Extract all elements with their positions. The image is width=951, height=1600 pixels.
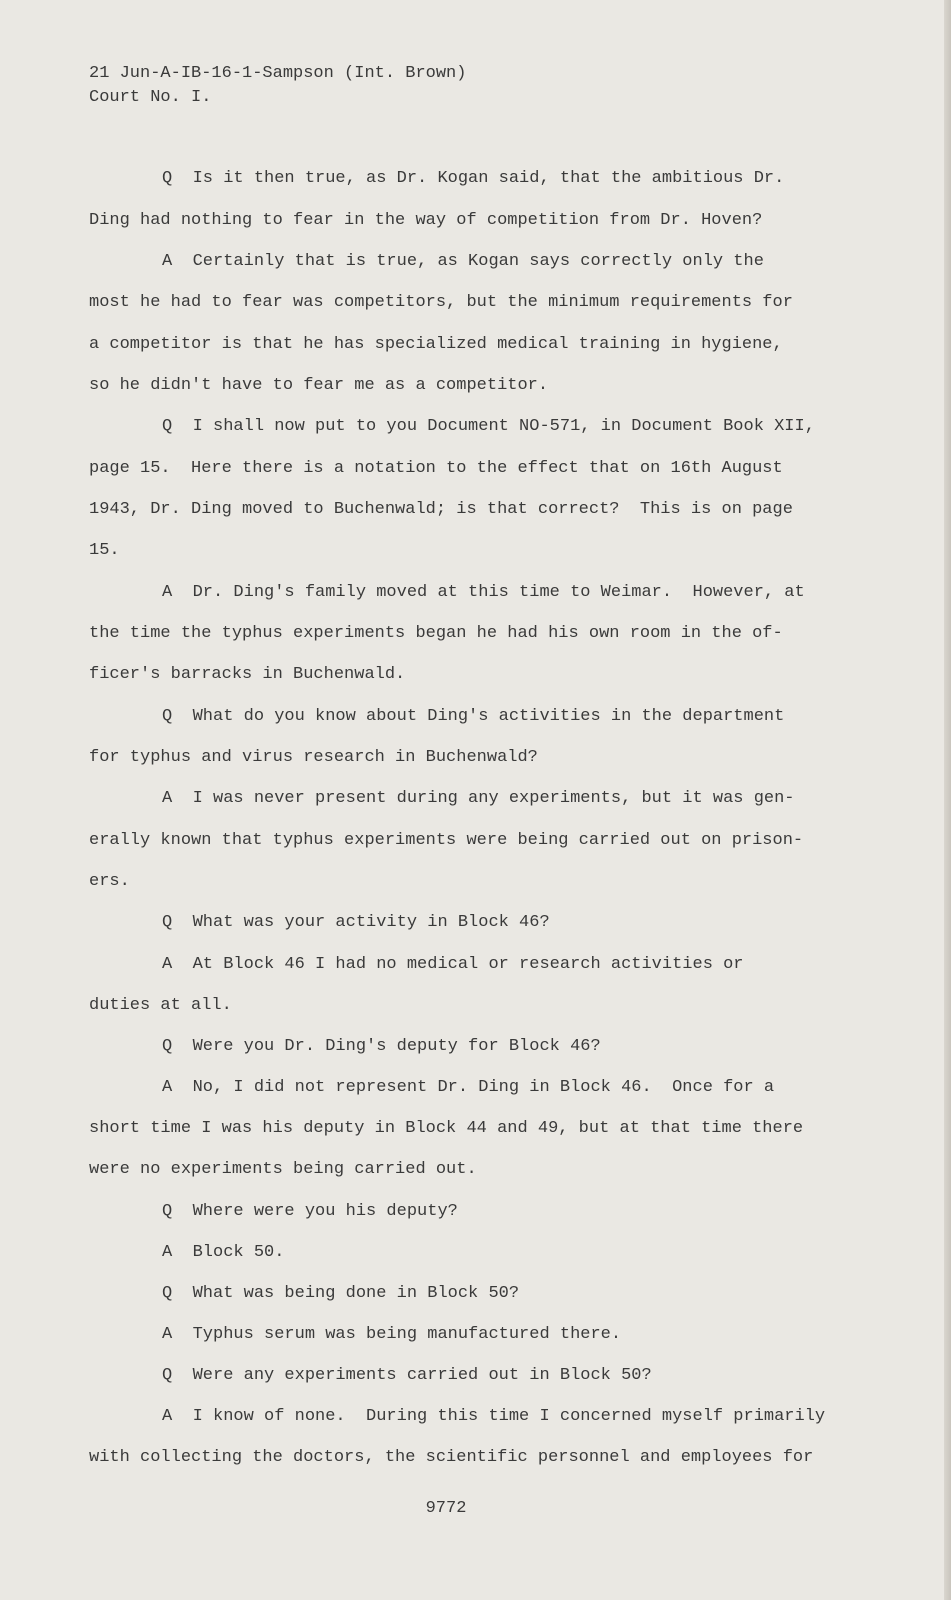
text-line: Q What do you know about Ding's activities in the department	[162, 707, 785, 726]
text-line: Q Were you Dr. Ding's deputy for Block 46?	[162, 1037, 601, 1056]
text-line: A No, I did not represent Dr. Ding in Block 46. Once for a	[162, 1078, 775, 1097]
text-line: duties at all.	[89, 996, 232, 1015]
text-line: Q Where were you his deputy?	[162, 1202, 458, 1221]
text-line: were no experiments being carried out.	[89, 1160, 477, 1179]
text-line: A Certainly that is true, as Kogan says correctly only the	[162, 252, 764, 271]
header-line-2: Court No. I.	[89, 88, 212, 107]
text-line: Q Were any experiments carried out in Block 50?	[162, 1366, 652, 1385]
text-line: Ding had nothing to fear in the way of competition from Dr. Hoven?	[89, 211, 763, 230]
text-line: erally known that typhus experiments were being carried out on prison-	[89, 831, 804, 850]
text-line: ers.	[89, 872, 130, 891]
text-line: A Typhus serum was being manufactured there.	[162, 1325, 622, 1344]
page-edge	[944, 0, 951, 1600]
text-line: 15.	[89, 541, 120, 560]
text-line: A I was never present during any experiments, but it was gen-	[162, 789, 795, 808]
text-line: the time the typhus experiments began he had his own room in the of-	[89, 624, 783, 643]
text-line: short time I was his deputy in Block 44 and 49, but at that time there	[89, 1119, 804, 1138]
text-line: ficer's barracks in Buchenwald.	[89, 665, 406, 684]
text-line: for typhus and virus research in Buchenwald?	[89, 748, 538, 767]
text-line: A Dr. Ding's family moved at this time to Weimar. However, at	[162, 583, 805, 602]
text-line: Q What was being done in Block 50?	[162, 1284, 520, 1303]
text-line: with collecting the doctors, the scientific personnel and employees for	[89, 1448, 814, 1467]
text-line: 1943, Dr. Ding moved to Buchenwald; is that correct? This is on page	[89, 500, 793, 519]
text-line: page 15. Here there is a notation to the effect that on 16th August	[89, 459, 783, 478]
text-line: A I know of none. During this time I concerned myself primarily	[162, 1407, 826, 1426]
text-line: most he had to fear was competitors, but the minimum requirements for	[89, 293, 793, 312]
text-line: a competitor is that he has specialized medical training in hygiene,	[89, 335, 783, 354]
text-line: Q What was your activity in Block 46?	[162, 913, 550, 932]
text-line: Q I shall now put to you Document NO-571, in Document Book XII,	[162, 417, 815, 436]
text-line: Q Is it then true, as Dr. Kogan said, that the ambitious Dr.	[162, 169, 785, 188]
header-line-1: 21 Jun-A-IB-16-1-Sampson (Int. Brown)	[89, 64, 467, 83]
page-number: 9772	[425, 1499, 467, 1518]
text-line: so he didn't have to fear me as a competitor.	[89, 376, 549, 395]
text-line: A At Block 46 I had no medical or research activities or	[162, 955, 744, 974]
text-line: A Block 50.	[162, 1243, 285, 1262]
